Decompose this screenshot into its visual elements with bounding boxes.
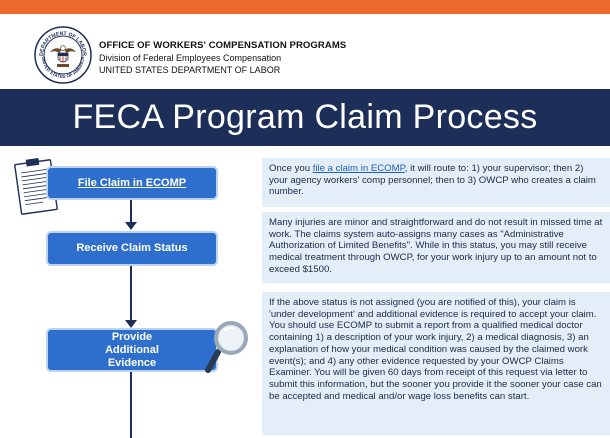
step-file-claim-button[interactable] [48,168,216,198]
step-provide-evidence-label: Provide Additional Evidence [105,330,159,369]
info-panel-additional-evidence [262,292,610,435]
organization-header [99,40,346,76]
info-additional-evidence-text: If the above status is not assigned (you are notified of this), your claim is 'under development' and additional evidence is required to accept your claim. You should use ECOMP to submit a report from a qualified medical doctor containing 1) a description of your work injury, 2) a medical diagnosis, 3) an explanation of how your medical condition was caused by the claimed work event(s); and 4) any other evidence requested by your OWCP Claims Examiner. You will be given 60 days from receipt of this request via letter to submit this information, but the sooner you provide it the sooner your case can be accepted and medical and/or wage loss benefits can start. [269,297,602,402]
step-provide-evidence-button[interactable] [48,330,216,370]
connector-2 [130,264,132,322]
top-accent-bar [0,0,610,14]
org-name: OFFICE OF WORKERS' COMPENSATION PROGRAMS [99,40,347,51]
info-panel-claim-status [262,212,610,283]
org-department: UNITED STATES DEPARTMENT OF LABOR [99,65,281,75]
info-panel-file-claim [262,158,610,207]
connector-3 [130,370,132,438]
info-claim-status-text: Many injuries are minor and straightforward and do not result in missed time at work. The claims system auto-assigns many cases as "Administrative Authorization of Limited Benefits". While in this status, you may still receive medical treatment through OWCP, for your work injury up to an amount not to exceed $1500. [269,217,603,275]
step-receive-status-label: Receive Claim Status [76,242,188,254]
step-receive-status-button[interactable] [48,233,216,264]
file-claim-link[interactable]: file a claim in ECOMP [312,163,405,174]
org-division: Division of Federal Employees Compensation [99,53,282,63]
page-title: FECA Program Claim Process [72,98,538,136]
info-file-claim-pre: Once you [269,163,313,174]
connector-1 [130,198,132,224]
magnifying-glass-icon [204,318,252,374]
connector-1-arrowhead [125,222,137,230]
step-file-claim-label: File Claim in ECOMP [77,176,187,189]
seal-text-top: DEPARTMENT OF LABOR [38,30,88,57]
title-banner [0,89,610,146]
dol-seal-logo [34,26,92,84]
connector-2-arrowhead [125,320,137,328]
info-file-claim-post: , it will route to: 1) your supervisor; then 2) your agency workers' comp personnel; then to 3) OWCP who creates a claim number. [269,163,596,198]
seal-text-bottom: UNITED STATES OF AMERICA [40,56,86,80]
